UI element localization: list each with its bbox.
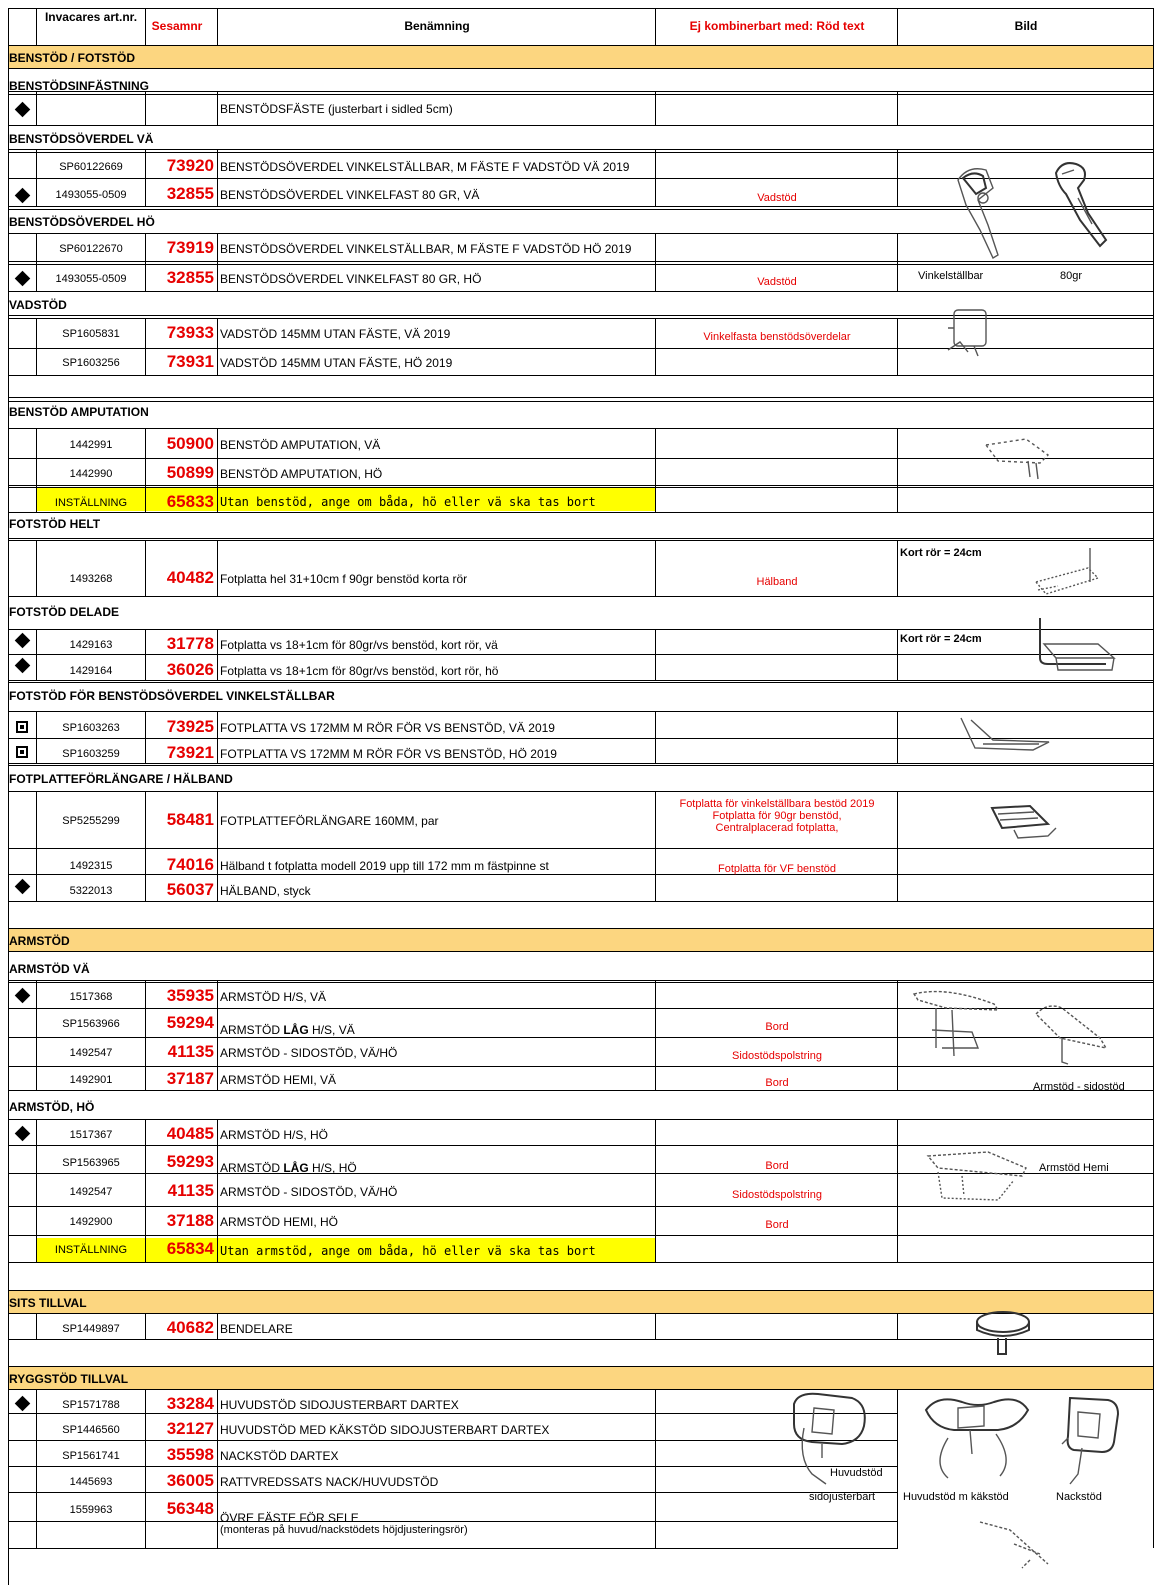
grid-line (655, 428, 656, 512)
item-description: ARMSTÖD - SIDOSTÖD, VÄ/HÖ (220, 1185, 398, 1199)
section-title: RYGGSTÖD TILLVAL (9, 1372, 129, 1386)
grid-line (217, 1313, 218, 1339)
item-description: HÄLBAND, styck (220, 884, 311, 898)
grid-line (8, 1440, 898, 1441)
image-caption: Nackstöd (1056, 1491, 1102, 1503)
grid-line (8, 680, 1154, 681)
footplate-vs-image (953, 714, 1063, 762)
grid-line (8, 1290, 1154, 1291)
grid-line (8, 711, 1154, 712)
item-art-number: 1517368 (69, 991, 113, 1003)
incompatible-text: Bord (765, 1160, 789, 1172)
item-sesamnr: 41135 (167, 1042, 214, 1061)
item-description: Utan benstöd, ange om båda, hö eller vä ska tas bort (220, 495, 596, 509)
grid-line (8, 152, 1154, 153)
grid-line (8, 149, 1154, 150)
image-caption: Kort rör = 24cm (900, 547, 982, 559)
desc-part: H/S, VÄ (308, 1023, 355, 1037)
square-marker-icon (16, 746, 28, 758)
item-sesamnr: 37188 (166, 1211, 214, 1230)
parts-order-sheet (8, 8, 1154, 1577)
incompatible-text: Bord (765, 1219, 789, 1231)
grid-line (8, 8, 1154, 9)
grid-line (655, 1313, 656, 1339)
image-caption: Huvudstöd (830, 1467, 883, 1479)
item-art-number: SP60122669 (59, 161, 123, 173)
grid-line (8, 485, 1154, 486)
grid-line (8, 375, 1154, 376)
section-title: ARMSTÖD (9, 934, 70, 948)
image-caption: Kort rör = 24cm (900, 633, 982, 645)
incompatible-text: Vadstöd (757, 276, 797, 288)
item-art-number: INSTÄLLNING (54, 1244, 128, 1256)
grid-line (8, 791, 1154, 792)
item-description: Utan armstöd, ange om båda, hö eller vä ska tas bort (220, 1244, 596, 1258)
grid-line (8, 1206, 1154, 1207)
grid-line (8, 682, 1154, 683)
item-art-number: 1492547 (69, 1186, 113, 1198)
item-sesamnr: 35935 (166, 986, 214, 1005)
item-sesamnr: 40482 (166, 568, 214, 587)
item-art-number: SP1561741 (62, 1450, 120, 1462)
incompatible-text: Centralplacerad fotplatta, (715, 822, 839, 834)
legrest-adjustable-image (938, 160, 1038, 265)
item-art-number: 1492901 (69, 1074, 113, 1086)
grid-line (897, 318, 898, 375)
grid-line (897, 980, 898, 1090)
item-sesamnr: 56037 (166, 880, 214, 899)
item-description: HUVUDSTÖD MED KÄKSTÖD SIDOJUSTERBART DARTEX (220, 1423, 550, 1437)
item-sesamnr: 50899 (166, 463, 214, 482)
item-description: BENSTÖD AMPUTATION, VÄ (220, 438, 381, 452)
calf-pad-image (938, 300, 1008, 362)
item-sesamnr: 32855 (166, 268, 214, 287)
item-description: BENSTÖDSÖVERDEL VINKELFAST 80 GR, HÖ (220, 272, 482, 286)
grid-line (8, 1413, 898, 1414)
grid-line (8, 94, 1154, 95)
item-art-number: 1493268 (69, 573, 113, 585)
item-sesamnr: 59293 (166, 1152, 214, 1171)
item-description: Fotplatta hel 31+10cm f 90gr benstöd korta rör (220, 572, 468, 586)
item-art-number: SP1603263 (62, 722, 120, 734)
item-description: Fotplatta vs 18+1cm för 80gr/vs benstöd, kort rör, hö (220, 664, 499, 678)
item-art-number: 1517367 (69, 1129, 113, 1141)
grid-line (897, 428, 898, 512)
item-sesamnr: 73919 (166, 238, 214, 257)
subsection-title: BENSTÖD AMPUTATION (9, 405, 149, 419)
item-art-number: 1493055-0509 (55, 273, 127, 285)
subsection-title: FOTPLATTEFÖRLÄNGARE / HÄLBAND (9, 772, 233, 786)
diamond-marker-icon (15, 102, 31, 118)
item-sesamnr: 58481 (166, 810, 214, 829)
grid-line (8, 901, 1154, 902)
grid-line (655, 91, 656, 125)
item-sesamnr: 73931 (166, 352, 214, 371)
grid-line (217, 428, 218, 512)
item-description: VADSTÖD 145MM UTAN FÄSTE, HÖ 2019 (220, 356, 453, 370)
section-title: SITS TILLVAL (9, 1296, 87, 1310)
item-sesamnr: 73920 (166, 156, 214, 175)
subsection-title: BENSTÖDSÖVERDEL VÄ (9, 132, 154, 146)
image-caption: sidojusterbart (809, 1491, 876, 1503)
image-caption: Armstöd - sidostöd (1033, 1081, 1125, 1093)
item-art-number: SP1571788 (62, 1399, 120, 1411)
item-art-number: SP1563966 (62, 1018, 120, 1030)
header-sesamnr: Sesamnr (151, 19, 203, 33)
desc-part: H/S, HÖ (308, 1161, 357, 1175)
item-art-number: SP1603256 (62, 357, 120, 369)
diamond-marker-icon (15, 658, 31, 674)
incompatible-text: Hälband (756, 576, 798, 588)
desc-bold: LÅG (283, 1023, 309, 1037)
item-sesamnr: 74016 (166, 855, 214, 874)
subsection-title: BENSTÖDSINFÄSTNING (9, 79, 150, 93)
item-sesamnr: 36005 (166, 1471, 214, 1490)
diamond-marker-icon (15, 1126, 31, 1142)
grid-line (8, 291, 1154, 292)
square-marker-icon (16, 721, 28, 733)
image-caption: Huvudstöd m käkstöd (903, 1491, 1009, 1503)
item-art-number: SP60122670 (59, 243, 123, 255)
diamond-marker-icon (15, 879, 31, 895)
item-sesamnr: 40682 (166, 1318, 214, 1337)
incompatible-text: Bord (765, 1077, 789, 1089)
item-sesamnr: 31778 (166, 634, 214, 653)
item-description: BENSTÖDSFÄSTE (justerbart i sidled 5cm) (220, 102, 453, 116)
grid-line (8, 512, 1154, 513)
grid-line (897, 91, 898, 125)
grid-line (8, 1119, 1154, 1120)
header-bild: Bild (1014, 19, 1038, 33)
belt-bracket-image (970, 1514, 1060, 1574)
grid-line (8, 125, 1154, 126)
item-art-number: 1429164 (69, 665, 113, 677)
item-description: ARMSTÖD HEMI, VÄ (220, 1073, 337, 1087)
item-sesamnr: 32855 (166, 184, 214, 203)
grid-line (8, 45, 1154, 46)
item-art-number: 1493055-0509 (55, 189, 127, 201)
grid-line (8, 538, 1154, 539)
armrest-hemi-image (918, 1146, 1036, 1206)
item-description-note: (monteras på huvud/nackstödets höjdjusteringsrör) (220, 1524, 468, 1536)
item-description: RATTVREDSSATS NACK/HUVUDSTÖD (220, 1475, 439, 1489)
subsection-title: FOTSTÖD FÖR BENSTÖDSÖVERDEL VINKELSTÄLLBAR (9, 689, 335, 703)
item-sesamnr: 73925 (166, 717, 214, 736)
subsection-title: FOTSTÖD DELADE (9, 605, 119, 619)
item-art-number: SP1603259 (62, 748, 120, 760)
grid-line (897, 629, 898, 680)
item-art-number: 1492547 (69, 1047, 113, 1059)
item-sesamnr: 73921 (166, 743, 214, 762)
header-benamning: Benämning (404, 19, 470, 33)
diamond-marker-icon (15, 1396, 31, 1412)
grid-line (8, 428, 1154, 429)
item-description: NACKSTÖD DARTEX (220, 1449, 339, 1463)
grid-line (8, 1235, 1154, 1236)
headrest-jaw-support-image (918, 1388, 1036, 1492)
diamond-marker-icon (15, 188, 31, 204)
item-description: FOTPLATTA VS 172MM M RÖR FÖR VS BENSTÖD, HÖ 2019 (220, 747, 557, 761)
desc-part: ARMSTÖD (220, 1161, 284, 1175)
grid-line (217, 318, 218, 375)
section-band (8, 929, 1154, 951)
incompatible-text: Vadstöd (757, 192, 797, 204)
image-caption: Vinkelställbar (918, 270, 984, 282)
grid-line (8, 68, 1154, 69)
header-ej-kombinerbart: Ej kombinerbart med: Röd text (689, 19, 865, 33)
footplate-extension-image (978, 800, 1068, 850)
item-art-number: 5322013 (69, 885, 113, 897)
grid-line (217, 980, 218, 1090)
grid-line (8, 540, 1154, 541)
grid-line (217, 1119, 218, 1262)
grid-line (8, 765, 1154, 766)
incompatible-text: Fotplatta för vinkelställbara bestöd 2019 (679, 798, 875, 810)
item-description: BENDELARE (220, 1322, 293, 1336)
grid-line (8, 1466, 898, 1467)
item-description: VADSTÖD 145MM UTAN FÄSTE, VÄ 2019 (220, 327, 451, 341)
grid-line (217, 629, 218, 680)
item-description: FOTPLATTA VS 172MM M RÖR FÖR VS BENSTÖD, VÄ 2019 (220, 721, 555, 735)
legrest-fixed-image (1048, 158, 1118, 253)
header-art-number: Invacares art.nr. (44, 10, 138, 24)
grid-line (217, 711, 218, 763)
grid-line (8, 1521, 898, 1522)
amputation-legrest-image (978, 433, 1068, 483)
grid-line (217, 233, 218, 291)
subsection-title: VADSTÖD (9, 298, 67, 312)
grid-line (8, 763, 1154, 764)
subsection-title: ARMSTÖD, HÖ (9, 1100, 95, 1114)
grid-line (655, 1389, 656, 1548)
grid-line (217, 91, 218, 125)
item-description (220, 1161, 357, 1175)
item-sesamnr: 41135 (167, 1181, 214, 1200)
section-band (8, 46, 1154, 68)
grid-line (8, 487, 1154, 488)
grid-line (8, 1366, 1154, 1367)
grid-line (655, 318, 656, 375)
subsection-title: FOTSTÖD HELT (9, 517, 101, 531)
item-art-number: 1429163 (69, 639, 113, 651)
headrest-side-adjust-image (782, 1388, 872, 1498)
grid-line (8, 1090, 1154, 1091)
item-art-number: 1559963 (69, 1504, 113, 1516)
item-description (220, 1023, 355, 1037)
section-band (8, 1367, 1154, 1389)
item-description: ARMSTÖD HEMI, HÖ (220, 1215, 339, 1229)
item-art-number: 1445693 (69, 1476, 113, 1488)
grid-line (8, 401, 1154, 402)
diamond-marker-icon (15, 988, 31, 1004)
incompatible-text: Sidostödspolstring (732, 1189, 822, 1201)
item-sesamnr: 65834 (166, 1239, 214, 1258)
grid-line (217, 149, 218, 206)
item-art-number: 1492315 (69, 860, 113, 872)
diamond-marker-icon (15, 271, 31, 287)
armrest-side-support-image (1026, 998, 1116, 1068)
incompatible-text: Bord (765, 1021, 789, 1033)
item-sesamnr: 65833 (166, 492, 214, 511)
grid-line (655, 980, 656, 1090)
footplate-whole-image (1028, 546, 1108, 602)
desc-bold: LÅG (283, 1161, 309, 1175)
grid-line (8, 1492, 898, 1493)
item-sesamnr: 37187 (166, 1069, 214, 1088)
item-sesamnr: 40485 (166, 1124, 214, 1143)
item-description: ARMSTÖD - SIDOSTÖD, VÄ/HÖ (220, 1046, 398, 1060)
item-description: BENSTÖDSÖVERDEL VINKELFAST 80 GR, VÄ (220, 188, 480, 202)
grid-line (8, 654, 1154, 655)
item-sesamnr: 50900 (166, 434, 214, 453)
item-description: Fotplatta vs 18+1cm för 80gr/vs benstöd, kort rör, vä (220, 638, 498, 652)
grid-line (217, 540, 218, 596)
section-title: BENSTÖD / FOTSTÖD (9, 51, 135, 65)
grid-line (8, 91, 1154, 92)
item-description: ÖVRE FÄSTE FÖR SELE (220, 1511, 359, 1525)
grid-line (36, 1389, 37, 1548)
grid-line (8, 629, 1154, 630)
grid-line (36, 540, 37, 596)
desc-part: ARMSTÖD (220, 1023, 284, 1037)
image-caption: Armstöd Hemi (1039, 1162, 1109, 1174)
item-description: FOTPLATTEFÖRLÄNGARE 160MM, par (220, 814, 439, 828)
incompatible-text: Fotplatta för 90gr benstöd, (712, 810, 842, 822)
incompatible-text: Vinkelfasta benstödsöverdelar (703, 331, 851, 343)
grid-line (145, 91, 146, 125)
subsection-title: BENSTÖDSÖVERDEL HÖ (9, 215, 155, 229)
incompatible-text: Sidostödspolstring (732, 1050, 822, 1062)
grid-line (217, 791, 218, 901)
item-art-number: 1442991 (69, 439, 113, 451)
armrest-hs-image (906, 986, 1016, 1076)
item-description: BENSTÖDSÖVERDEL VINKELSTÄLLBAR, M FÄSTE F VADSTÖD HÖ 2019 (220, 242, 632, 256)
grid-line (8, 397, 1154, 398)
grid-line (8, 596, 1154, 597)
incompatible-text: Fotplatta för VF benstöd (717, 863, 836, 875)
item-art-number: SP1563965 (62, 1157, 120, 1169)
grid-line (655, 711, 656, 763)
grid-line (36, 91, 37, 125)
item-description: ARMSTÖD H/S, VÄ (220, 990, 327, 1004)
grid-line (897, 1313, 898, 1339)
item-sesamnr: 32127 (166, 1419, 214, 1438)
grid-line (8, 980, 1154, 981)
item-art-number: 1492900 (69, 1216, 113, 1228)
grid-line (8, 951, 1154, 952)
grid-line (8, 1548, 898, 1549)
item-art-number: INSTÄLLNING (54, 497, 128, 509)
item-description: BENSTÖDSÖVERDEL VINKELSTÄLLBAR, M FÄSTE F VADSTÖD VÄ 2019 (220, 160, 630, 174)
grid-line (8, 8, 9, 1585)
item-sesamnr: 59294 (166, 1013, 214, 1032)
diamond-marker-icon (15, 633, 31, 649)
item-art-number: SP1605831 (62, 328, 120, 340)
grid-line (897, 1389, 898, 1548)
item-sesamnr: 56348 (166, 1499, 214, 1518)
item-description: Hälband t fotplatta modell 2019 upp till 172 mm m fästpinne st (220, 859, 549, 873)
item-art-number: 1442990 (69, 468, 113, 480)
item-art-number: SP1446560 (62, 1424, 120, 1436)
footplate-divided-image (1026, 614, 1126, 680)
grid-line (8, 1262, 1154, 1263)
item-description: BENSTÖD AMPUTATION, HÖ (220, 467, 383, 481)
grid-line (217, 1389, 218, 1548)
subsection-title: ARMSTÖD VÄ (9, 962, 90, 976)
grid-line (897, 711, 898, 763)
grid-line (8, 928, 1154, 929)
item-art-number: SP5255299 (62, 815, 120, 827)
grid-line (655, 629, 656, 680)
item-sesamnr: 36026 (166, 660, 214, 679)
grid-line (8, 982, 1154, 983)
item-sesamnr: 35598 (166, 1445, 214, 1464)
image-caption: 80gr (1060, 270, 1083, 282)
item-sesamnr: 73933 (166, 323, 214, 342)
item-sesamnr: 33284 (166, 1394, 214, 1413)
item-description: ARMSTÖD H/S, HÖ (220, 1128, 329, 1142)
item-description: HUVUDSTÖD SIDOJUSTERBART DARTEX (220, 1398, 459, 1412)
item-art-number: SP1449897 (62, 1323, 120, 1335)
leg-divider-image (968, 1308, 1038, 1358)
neck-rest-image (1048, 1392, 1128, 1492)
